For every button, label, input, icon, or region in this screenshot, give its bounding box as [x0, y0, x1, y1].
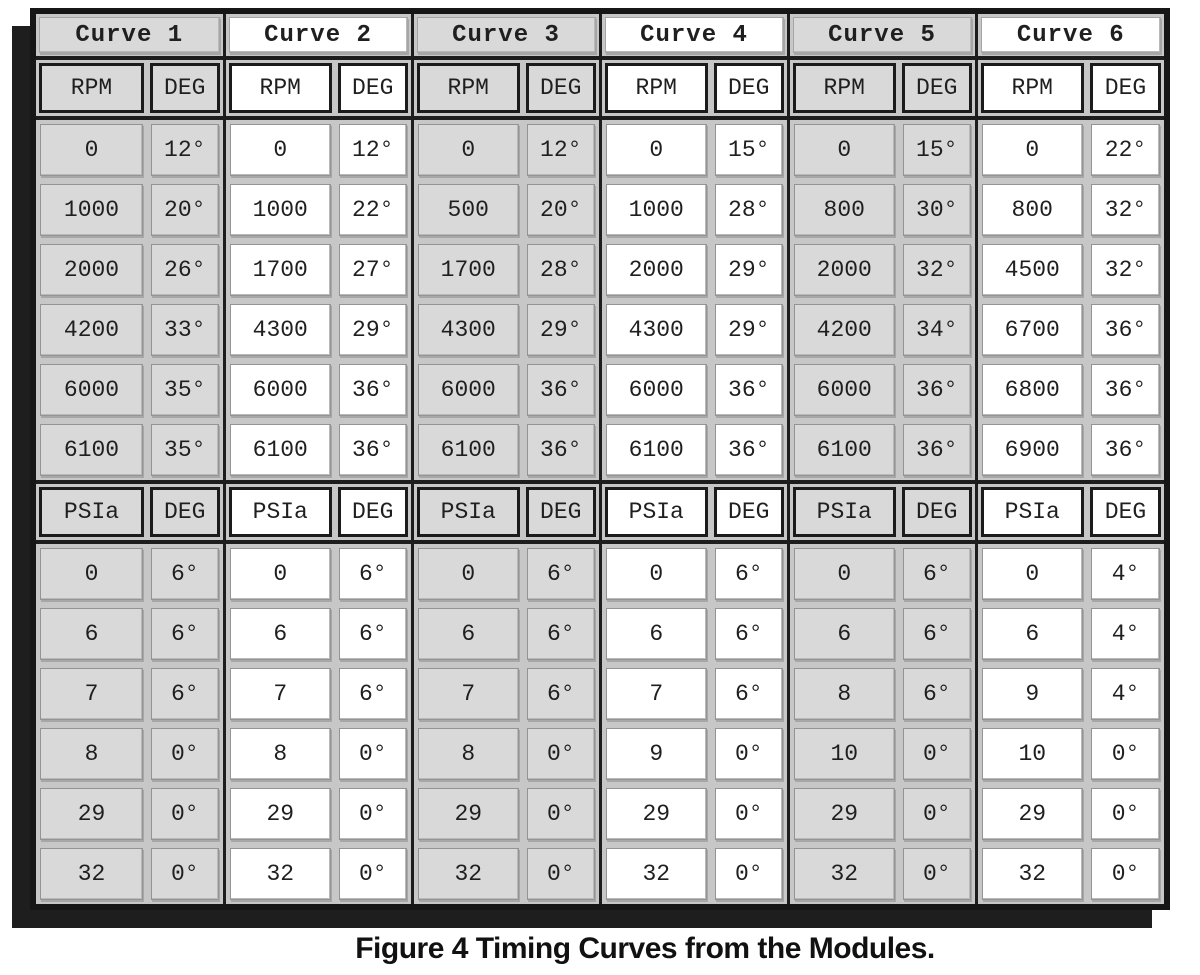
deg-column-header: DEG [338, 487, 408, 537]
deg-column-header: DEG [1090, 487, 1161, 537]
rpm-value-cell: 6900 [982, 424, 1084, 476]
deg-column-header: DEG [714, 487, 784, 537]
rpm-value-cell: 800 [794, 184, 896, 236]
psia-value-cell: 32 [606, 848, 708, 900]
deg-value-cell: 30° [903, 184, 971, 236]
rpm-column-header: RPM [981, 63, 1085, 113]
rpm-value-cell: 2000 [794, 244, 896, 296]
rpm-value-cell: 2000 [40, 244, 143, 296]
rpm-value-cell: 6100 [606, 424, 708, 476]
deg-value-cell: 36° [903, 364, 971, 416]
deg-value-cell: 6° [151, 548, 219, 600]
deg-value-cell: 0° [339, 728, 407, 780]
deg-value-cell: 0° [1091, 848, 1160, 900]
rpm-value-cell: 0 [230, 124, 332, 176]
deg-value-cell: 36° [903, 424, 971, 476]
deg-value-cell: 0° [715, 848, 783, 900]
psia-value-cell: 7 [40, 668, 143, 720]
deg-value-cell: 0° [903, 728, 971, 780]
rpm-column-header: RPM [793, 63, 897, 113]
rpm-value-cell: 6800 [982, 364, 1084, 416]
deg-value-cell: 32° [1091, 184, 1160, 236]
deg-value-cell: 12° [527, 124, 595, 176]
deg-value-cell: 0° [715, 728, 783, 780]
deg-value-cell: 15° [715, 124, 783, 176]
psia-value-cell: 10 [982, 728, 1084, 780]
deg-value-cell: 6° [339, 608, 407, 660]
deg-value-cell: 29° [715, 304, 783, 356]
psia-value-cell: 29 [40, 788, 143, 840]
deg-value-cell: 0° [903, 788, 971, 840]
rpm-value-cell: 0 [40, 124, 143, 176]
psia-value-cell: 10 [794, 728, 896, 780]
rpm-value-cell: 4300 [418, 304, 520, 356]
deg-value-cell: 32° [1091, 244, 1160, 296]
rpm-value-cell: 6000 [418, 364, 520, 416]
psia-value-cell: 0 [418, 548, 520, 600]
psia-value-cell: 32 [230, 848, 332, 900]
deg-value-cell: 36° [339, 424, 407, 476]
deg-value-cell: 15° [903, 124, 971, 176]
deg-value-cell: 28° [527, 244, 595, 296]
psia-value-cell: 32 [982, 848, 1084, 900]
deg-column-header: DEG [526, 63, 596, 113]
curve-header-label: Curve 2 [229, 17, 408, 53]
deg-value-cell: 29° [527, 304, 595, 356]
rpm-value-cell: 0 [418, 124, 520, 176]
deg-value-cell: 4° [1091, 668, 1160, 720]
rpm-value-cell: 1700 [418, 244, 520, 296]
deg-value-cell: 0° [151, 788, 219, 840]
rpm-value-cell: 6000 [794, 364, 896, 416]
psia-value-cell: 32 [794, 848, 896, 900]
deg-value-cell: 35° [151, 364, 219, 416]
deg-value-cell: 6° [151, 608, 219, 660]
deg-column-header: DEG [714, 63, 784, 113]
deg-value-cell: 6° [903, 668, 971, 720]
rpm-column-header: RPM [229, 63, 333, 113]
deg-value-cell: 6° [339, 548, 407, 600]
deg-value-cell: 29° [339, 304, 407, 356]
rpm-value-cell: 6100 [230, 424, 332, 476]
deg-value-cell: 20° [527, 184, 595, 236]
psia-value-cell: 29 [418, 788, 520, 840]
rpm-column-header: RPM [417, 63, 521, 113]
deg-value-cell: 22° [339, 184, 407, 236]
psia-value-cell: 0 [40, 548, 143, 600]
rpm-value-cell: 6700 [982, 304, 1084, 356]
rpm-value-cell: 4200 [40, 304, 143, 356]
curve-header-label: Curve 5 [793, 17, 972, 53]
curve-header-label: Curve 4 [605, 17, 784, 53]
psia-value-cell: 8 [230, 728, 332, 780]
psia-value-cell: 6 [982, 608, 1084, 660]
deg-value-cell: 26° [151, 244, 219, 296]
deg-value-cell: 6° [715, 608, 783, 660]
rpm-value-cell: 2000 [606, 244, 708, 296]
deg-column-header: DEG [902, 63, 972, 113]
deg-value-cell: 36° [339, 364, 407, 416]
psia-value-cell: 29 [794, 788, 896, 840]
rpm-value-cell: 1000 [40, 184, 143, 236]
deg-value-cell: 33° [151, 304, 219, 356]
deg-value-cell: 0° [339, 848, 407, 900]
psia-value-cell: 29 [230, 788, 332, 840]
psia-value-cell: 32 [40, 848, 143, 900]
psia-value-cell: 7 [606, 668, 708, 720]
rpm-value-cell: 1000 [230, 184, 332, 236]
curve-header-label: Curve 6 [981, 17, 1162, 53]
deg-value-cell: 4° [1091, 548, 1160, 600]
rpm-value-cell: 0 [606, 124, 708, 176]
deg-value-cell: 0° [151, 728, 219, 780]
psia-value-cell: 7 [418, 668, 520, 720]
psia-column-header: PSIa [793, 487, 897, 537]
deg-value-cell: 34° [903, 304, 971, 356]
deg-value-cell: 0° [527, 788, 595, 840]
deg-value-cell: 0° [151, 848, 219, 900]
psia-value-cell: 29 [982, 788, 1084, 840]
deg-value-cell: 0° [1091, 728, 1160, 780]
deg-column-header: DEG [902, 487, 972, 537]
deg-value-cell: 4° [1091, 608, 1160, 660]
rpm-value-cell: 6100 [40, 424, 143, 476]
rpm-value-cell: 6000 [40, 364, 143, 416]
psia-value-cell: 8 [418, 728, 520, 780]
psia-value-cell: 9 [606, 728, 708, 780]
psia-column-header: PSIa [39, 487, 144, 537]
deg-value-cell: 29° [715, 244, 783, 296]
psia-value-cell: 32 [418, 848, 520, 900]
psia-value-cell: 6 [606, 608, 708, 660]
deg-value-cell: 0° [903, 848, 971, 900]
rpm-value-cell: 0 [982, 124, 1084, 176]
psia-value-cell: 29 [606, 788, 708, 840]
deg-value-cell: 0° [527, 848, 595, 900]
rpm-value-cell: 1000 [606, 184, 708, 236]
deg-column-header: DEG [150, 487, 220, 537]
psia-value-cell: 0 [230, 548, 332, 600]
deg-value-cell: 12° [339, 124, 407, 176]
deg-value-cell: 6° [715, 548, 783, 600]
deg-value-cell: 6° [903, 548, 971, 600]
deg-value-cell: 36° [527, 424, 595, 476]
psia-column-header: PSIa [229, 487, 333, 537]
rpm-value-cell: 6100 [418, 424, 520, 476]
rpm-column-header: RPM [39, 63, 144, 113]
rpm-value-cell: 4300 [230, 304, 332, 356]
deg-value-cell: 22° [1091, 124, 1160, 176]
deg-value-cell: 12° [151, 124, 219, 176]
psia-value-cell: 0 [982, 548, 1084, 600]
deg-value-cell: 0° [339, 788, 407, 840]
deg-column-header: DEG [1090, 63, 1161, 113]
deg-value-cell: 36° [715, 424, 783, 476]
curve-header-label: Curve 1 [39, 17, 220, 53]
deg-value-cell: 6° [339, 668, 407, 720]
rpm-value-cell: 4500 [982, 244, 1084, 296]
rpm-value-cell: 6100 [794, 424, 896, 476]
deg-value-cell: 36° [1091, 304, 1160, 356]
deg-value-cell: 0° [527, 728, 595, 780]
figure-caption: Figure 4 Timing Curves from the Modules. [355, 932, 935, 965]
psia-value-cell: 6 [794, 608, 896, 660]
psia-value-cell: 8 [794, 668, 896, 720]
deg-value-cell: 36° [1091, 424, 1160, 476]
psia-value-cell: 7 [230, 668, 332, 720]
psia-value-cell: 9 [982, 668, 1084, 720]
rpm-value-cell: 500 [418, 184, 520, 236]
deg-column-header: DEG [150, 63, 220, 113]
deg-column-header: DEG [526, 487, 596, 537]
psia-value-cell: 0 [606, 548, 708, 600]
timing-curves-table [30, 8, 1170, 910]
deg-value-cell: 6° [715, 668, 783, 720]
psia-value-cell: 0 [794, 548, 896, 600]
deg-value-cell: 6° [151, 668, 219, 720]
deg-value-cell: 36° [1091, 364, 1160, 416]
deg-value-cell: 6° [527, 548, 595, 600]
rpm-value-cell: 1700 [230, 244, 332, 296]
deg-value-cell: 6° [527, 668, 595, 720]
deg-value-cell: 6° [903, 608, 971, 660]
deg-value-cell: 20° [151, 184, 219, 236]
deg-value-cell: 27° [339, 244, 407, 296]
psia-value-cell: 6 [230, 608, 332, 660]
deg-value-cell: 0° [1091, 788, 1160, 840]
rpm-value-cell: 800 [982, 184, 1084, 236]
psia-value-cell: 6 [418, 608, 520, 660]
deg-value-cell: 0° [715, 788, 783, 840]
deg-value-cell: 28° [715, 184, 783, 236]
curve-header-label: Curve 3 [417, 17, 596, 53]
rpm-value-cell: 4300 [606, 304, 708, 356]
psia-column-header: PSIa [605, 487, 709, 537]
deg-column-header: DEG [338, 63, 408, 113]
timing-curves-grid [36, 14, 1164, 904]
deg-value-cell: 36° [527, 364, 595, 416]
psia-value-cell: 8 [40, 728, 143, 780]
deg-value-cell: 36° [715, 364, 783, 416]
rpm-value-cell: 0 [794, 124, 896, 176]
rpm-value-cell: 6000 [230, 364, 332, 416]
psia-value-cell: 6 [40, 608, 143, 660]
deg-value-cell: 32° [903, 244, 971, 296]
deg-value-cell: 35° [151, 424, 219, 476]
rpm-value-cell: 4200 [794, 304, 896, 356]
psia-column-header: PSIa [417, 487, 521, 537]
rpm-column-header: RPM [605, 63, 709, 113]
psia-column-header: PSIa [981, 487, 1085, 537]
deg-value-cell: 6° [527, 608, 595, 660]
rpm-value-cell: 6000 [606, 364, 708, 416]
